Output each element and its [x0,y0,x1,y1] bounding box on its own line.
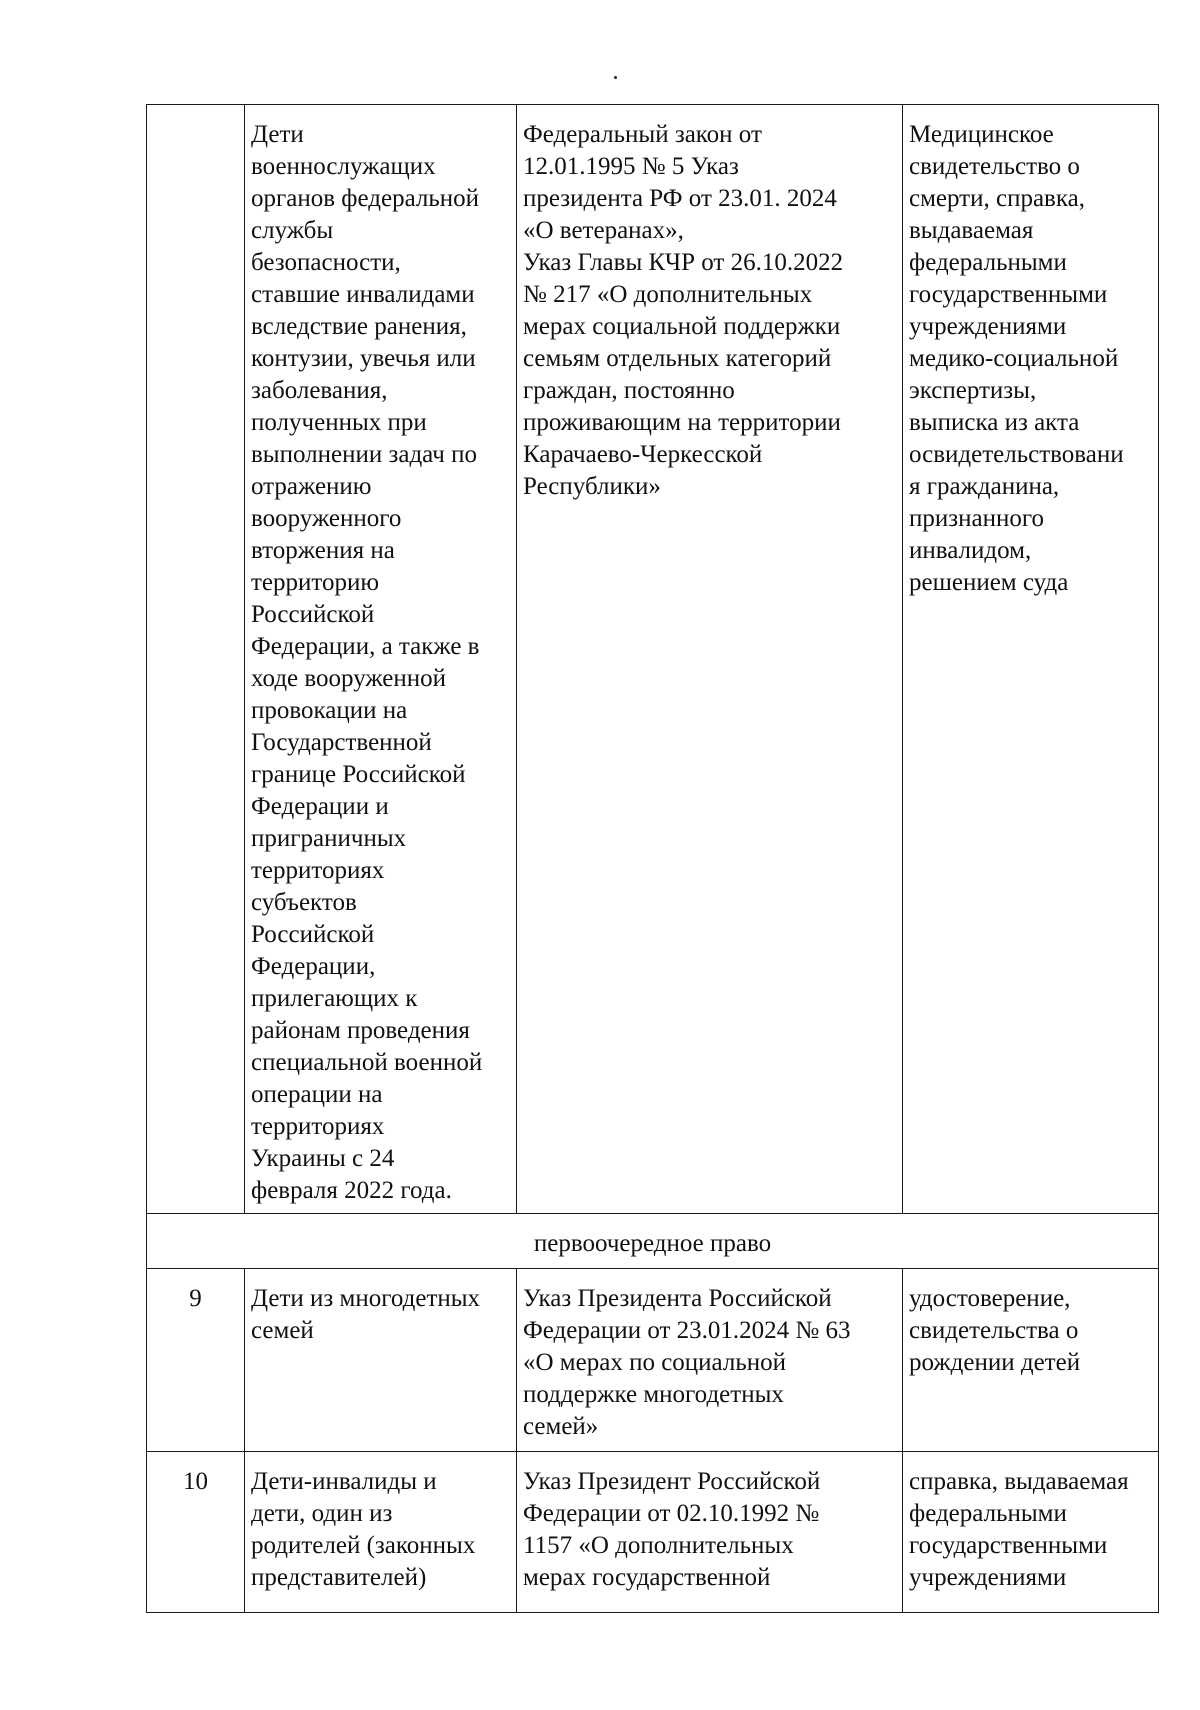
text-line: Федерации и [251,793,389,820]
text-line: приграничных [251,825,407,852]
text-line: Российской [251,601,375,628]
text-line: операции на [251,1081,383,1108]
text-line: признанного [909,505,1044,532]
text-line: 1157 «О дополнительных [523,1532,794,1559]
text-line: медико-социальной [909,345,1119,372]
text-line: удостоверение, [909,1285,1071,1312]
text-line: границе Российской [251,761,466,788]
text-line: Республики» [523,473,661,500]
text-line: Федерации, а также в [251,633,480,660]
text-line: Государственной [251,729,432,756]
text-line: Федеральный закон от [523,121,762,148]
text-line: субъектов [251,889,357,916]
text-line: Указ Главы КЧР от 26.10.2022 [523,249,844,276]
text-line: представителей) [251,1564,427,1591]
section-row [147,1214,1159,1269]
cell-number [147,105,245,1214]
text-line: мерах социальной поддержки [523,313,841,340]
text-line: Российской [251,921,375,948]
text-line: выдаваемая [909,217,1034,244]
cell-documents [903,105,1159,1214]
text-line: Указ Президента Российской [523,1285,832,1312]
text-line: выполнении задач по [251,441,477,468]
text-line: семьям отдельных категорий [523,345,832,372]
text-line: граждан, постоянно [523,377,735,404]
cell-legal-basis [517,105,903,1214]
text-line: справка, выдаваемая [909,1468,1129,1495]
text-line: службы [251,217,334,244]
text-line: заболевания, [251,377,388,404]
table-row-9 [147,1269,1159,1452]
text-line: провокации на [251,697,408,724]
cell-documents [903,1452,1159,1613]
text-line: вследствие ранения, [251,313,467,340]
page-mark-dot [614,76,617,79]
cell-category [245,1269,517,1452]
text-line: безопасности, [251,249,401,276]
text-line: военнослужащих [251,153,436,180]
text-line: органов федеральной [251,185,480,212]
text-line: Федерации от 02.10.1992 № [523,1500,820,1527]
text-line: экспертизы, [909,377,1037,404]
text-line: Дети из многодетных [251,1285,481,1312]
text-line: «О ветеранах», [523,217,684,244]
text-line: освидетельствовани [909,441,1124,468]
cell-documents [903,1269,1159,1452]
text-line: родителей (законных [251,1532,476,1559]
text-line: вторжения на [251,537,395,564]
text-line: территориях [251,1113,385,1140]
text-line: Федерации от 23.01.2024 № 63 [523,1317,851,1344]
text-line: мерах государственной [523,1564,771,1591]
text-line: Карачаево-Черкесской [523,441,763,468]
text-line: дети, один из [251,1500,393,1527]
text-line: учреждениями [909,1564,1067,1591]
text-line: я гражданина, [909,473,1060,500]
cell-legal-basis [517,1269,903,1452]
text-line: президента РФ от 23.01. 2024 [523,185,837,212]
text-line: федеральными [909,249,1067,276]
text-line: прилегающих к [251,985,418,1012]
text-line: Указ Президент Российской [523,1468,821,1495]
text-line: свидетельство о [909,153,1080,180]
cell-number: 10 [147,1452,245,1613]
text-line: рождении детей [909,1349,1081,1376]
text-line: Украины с 24 [251,1145,395,1172]
text-line: отражению [251,473,372,500]
text-line: Дети [251,121,304,148]
text-line: федеральными [909,1500,1067,1527]
text-line: Федерации, [251,953,376,980]
text-line: специальной военной [251,1049,483,1076]
table-row-continued [147,105,1159,1214]
table-row-10 [147,1452,1159,1613]
text-line: проживающим на территории [523,409,841,436]
text-line: Дети-инвалиды и [251,1468,437,1495]
text-line: территориях [251,857,385,884]
text-line: поддержке многодетных [523,1381,784,1408]
text-line: вооруженного [251,505,402,532]
text-line: Медицинское [909,121,1054,148]
text-line: контузии, увечья или [251,345,476,372]
text-line: инвалидом, [909,537,1032,564]
text-line: № 217 «О дополнительных [523,281,813,308]
text-line: ходе вооруженной [251,665,447,692]
cell-category [245,105,517,1214]
cell-number: 9 [147,1269,245,1452]
text-line: государственными [909,281,1108,308]
text-line: территорию [251,569,380,596]
text-line: семей [251,1317,314,1344]
text-line: учреждениями [909,313,1067,340]
text-line: полученных при [251,409,427,436]
text-line: выписка из акта [909,409,1080,436]
text-line: государственными [909,1532,1108,1559]
text-line: ставшие инвалидами [251,281,475,308]
text-line: свидетельства о [909,1317,1079,1344]
benefits-table [146,104,1159,1613]
cell-category [245,1452,517,1613]
cell-legal-basis [517,1452,903,1613]
text-line: 12.01.1995 № 5 Указ [523,153,739,180]
text-line: смерти, справка, [909,185,1085,212]
text-line: решением суда [909,569,1069,596]
section-title: первоочередное право [147,1214,1159,1269]
text-line: февраля 2022 года. [251,1177,452,1204]
text-line: «О мерах по социальной [523,1349,787,1376]
text-line: семей» [523,1413,599,1440]
text-line: районам проведения [251,1017,470,1044]
